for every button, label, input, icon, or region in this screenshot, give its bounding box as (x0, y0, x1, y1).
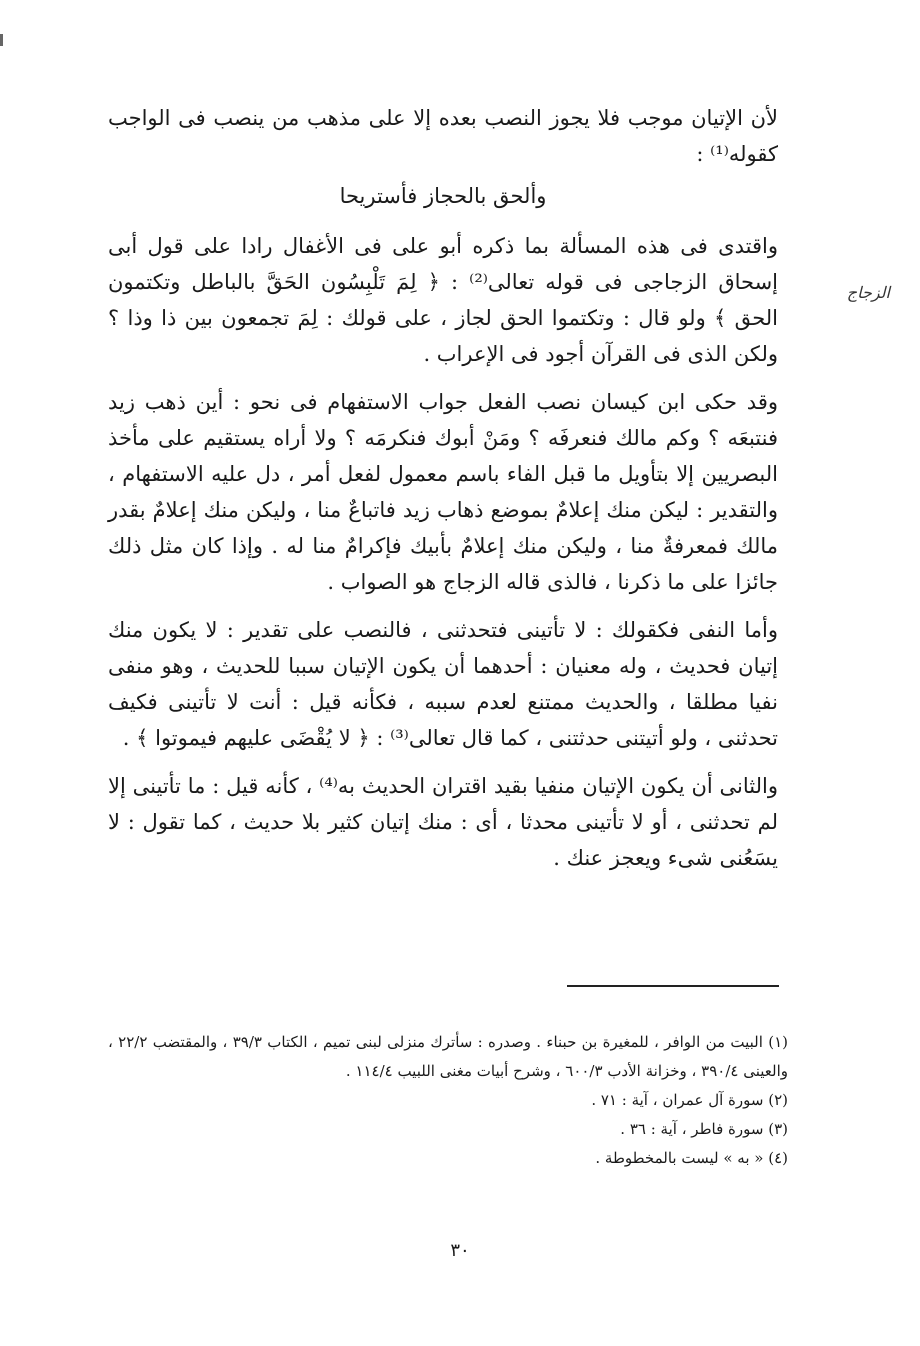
paragraph-1: واقتدى فى هذه المسألة بما ذكره أبو على فى الأغفال رادا على قول أبى إسحاق الزجاجى فى قوله تعالى⁽²⁾ : ﴿ لِمَ تَلْبِسُون الحَقَّ بالباطل وتكتمون الحق ﴾ ولو قال : وتكتموا الحق لجاز ، على قولك : لِمَ تجمعون بين ذا وذا ؟ ولكن الذى فى القرآن أجود فى الإعراب . (108, 234, 778, 366)
footnotes (108, 1028, 788, 1173)
page-number: ٣٠ (450, 1240, 470, 1261)
footnote-2: (٢) سورة آل عمران ، آية : ٧١ . (591, 1091, 788, 1109)
poetry-verse: وألحق بالحجاز فأستريحا (339, 184, 547, 208)
opening-paragraph: لأن الإتيان موجب فلا يجوز النصب بعده إلا على مذهب من ينصب فى الواجب كقوله⁽¹⁾ : (108, 106, 778, 166)
opening-line (108, 100, 778, 172)
footnote-separator (567, 985, 779, 987)
footnote-4: (٤) « به » ليست بالمخطوطة . (595, 1149, 788, 1167)
paragraph-4: والثانى أن يكون الإتيان منفيا بقيد اقتران الحديث به⁽⁴⁾ ، كأنه قيل : ما تأتينى إلا لم تحدثنى ، أو لا تأتينى محدثا ، أى : منك إتيان كثير بلا حديث ، كما تقول : لا يسَعُنى شىء ويعجز عنك . (108, 774, 778, 870)
footnote-3: (٣) سورة فاطر ، آية : ٣٦ . (620, 1120, 788, 1138)
margin-annotation: الزجاج (846, 283, 890, 302)
main-body (108, 228, 778, 876)
scan-edge-mark (0, 34, 3, 46)
footnote-1: (١) البيت من الوافر ، للمغيرة بن حبناء . وصدره : سأترك منزلى لبنى تميم ، الكتاب ٣٩/٣ ، والمقتضب ٢٢/٢ ، والعينى ٣٩٠/٤ ، وخزانة الأدب ٦٠٠/٣ ، وشرح أبيات مغنى اللبيب ١١٤/٤ . (108, 1033, 789, 1080)
paragraph-2: وقد حكى ابن كيسان نصب الفعل جواب الاستفهام فى نحو : أين ذهب زيد فنتبعَه ؟ وكم مالك فنعرفَه ؟ ومَنْ أبوك فنكرمَه ؟ ولا أراه يستقيم على مأخذ البصريين إلا بتأويل ما قبل الفاء باسم معمول لفعل أمر ، دل عليه الاستفهام ، والتقدير : ليكن منك إعلامٌ بموضع ذهاب زيد فاتباعٌ منا ، وليكن منك إعلامٌ بقدر مالك فمعرفةٌ منا ، وليكن منك إعلامٌ بأبيك فإكرامٌ منا له . وإذا كان مثل ذلك جائزا على ما ذكرنا ، فالذى قاله الزجاج هو الصواب . (108, 390, 778, 594)
paragraph-3: وأما النفى فكقولك : لا تأتينى فتحدثنى ، فالنصب على تقدير : لا يكون منك إتيان فحديث ، وله معنيان : أحدهما أن يكون الإتيان سببا للحديث ، وهو منفى نفيا مطلقا ، والحديث ممتنع لعدم سببه ، فكأنه قيل : أنت لا تأتينى فكيف تحدثنى ، ولو أتيتنى حدثتنى ، كما قال تعالى⁽³⁾ : ﴿ لا يُقْضَى عليهم فيموتوا ﴾ . (108, 618, 778, 750)
